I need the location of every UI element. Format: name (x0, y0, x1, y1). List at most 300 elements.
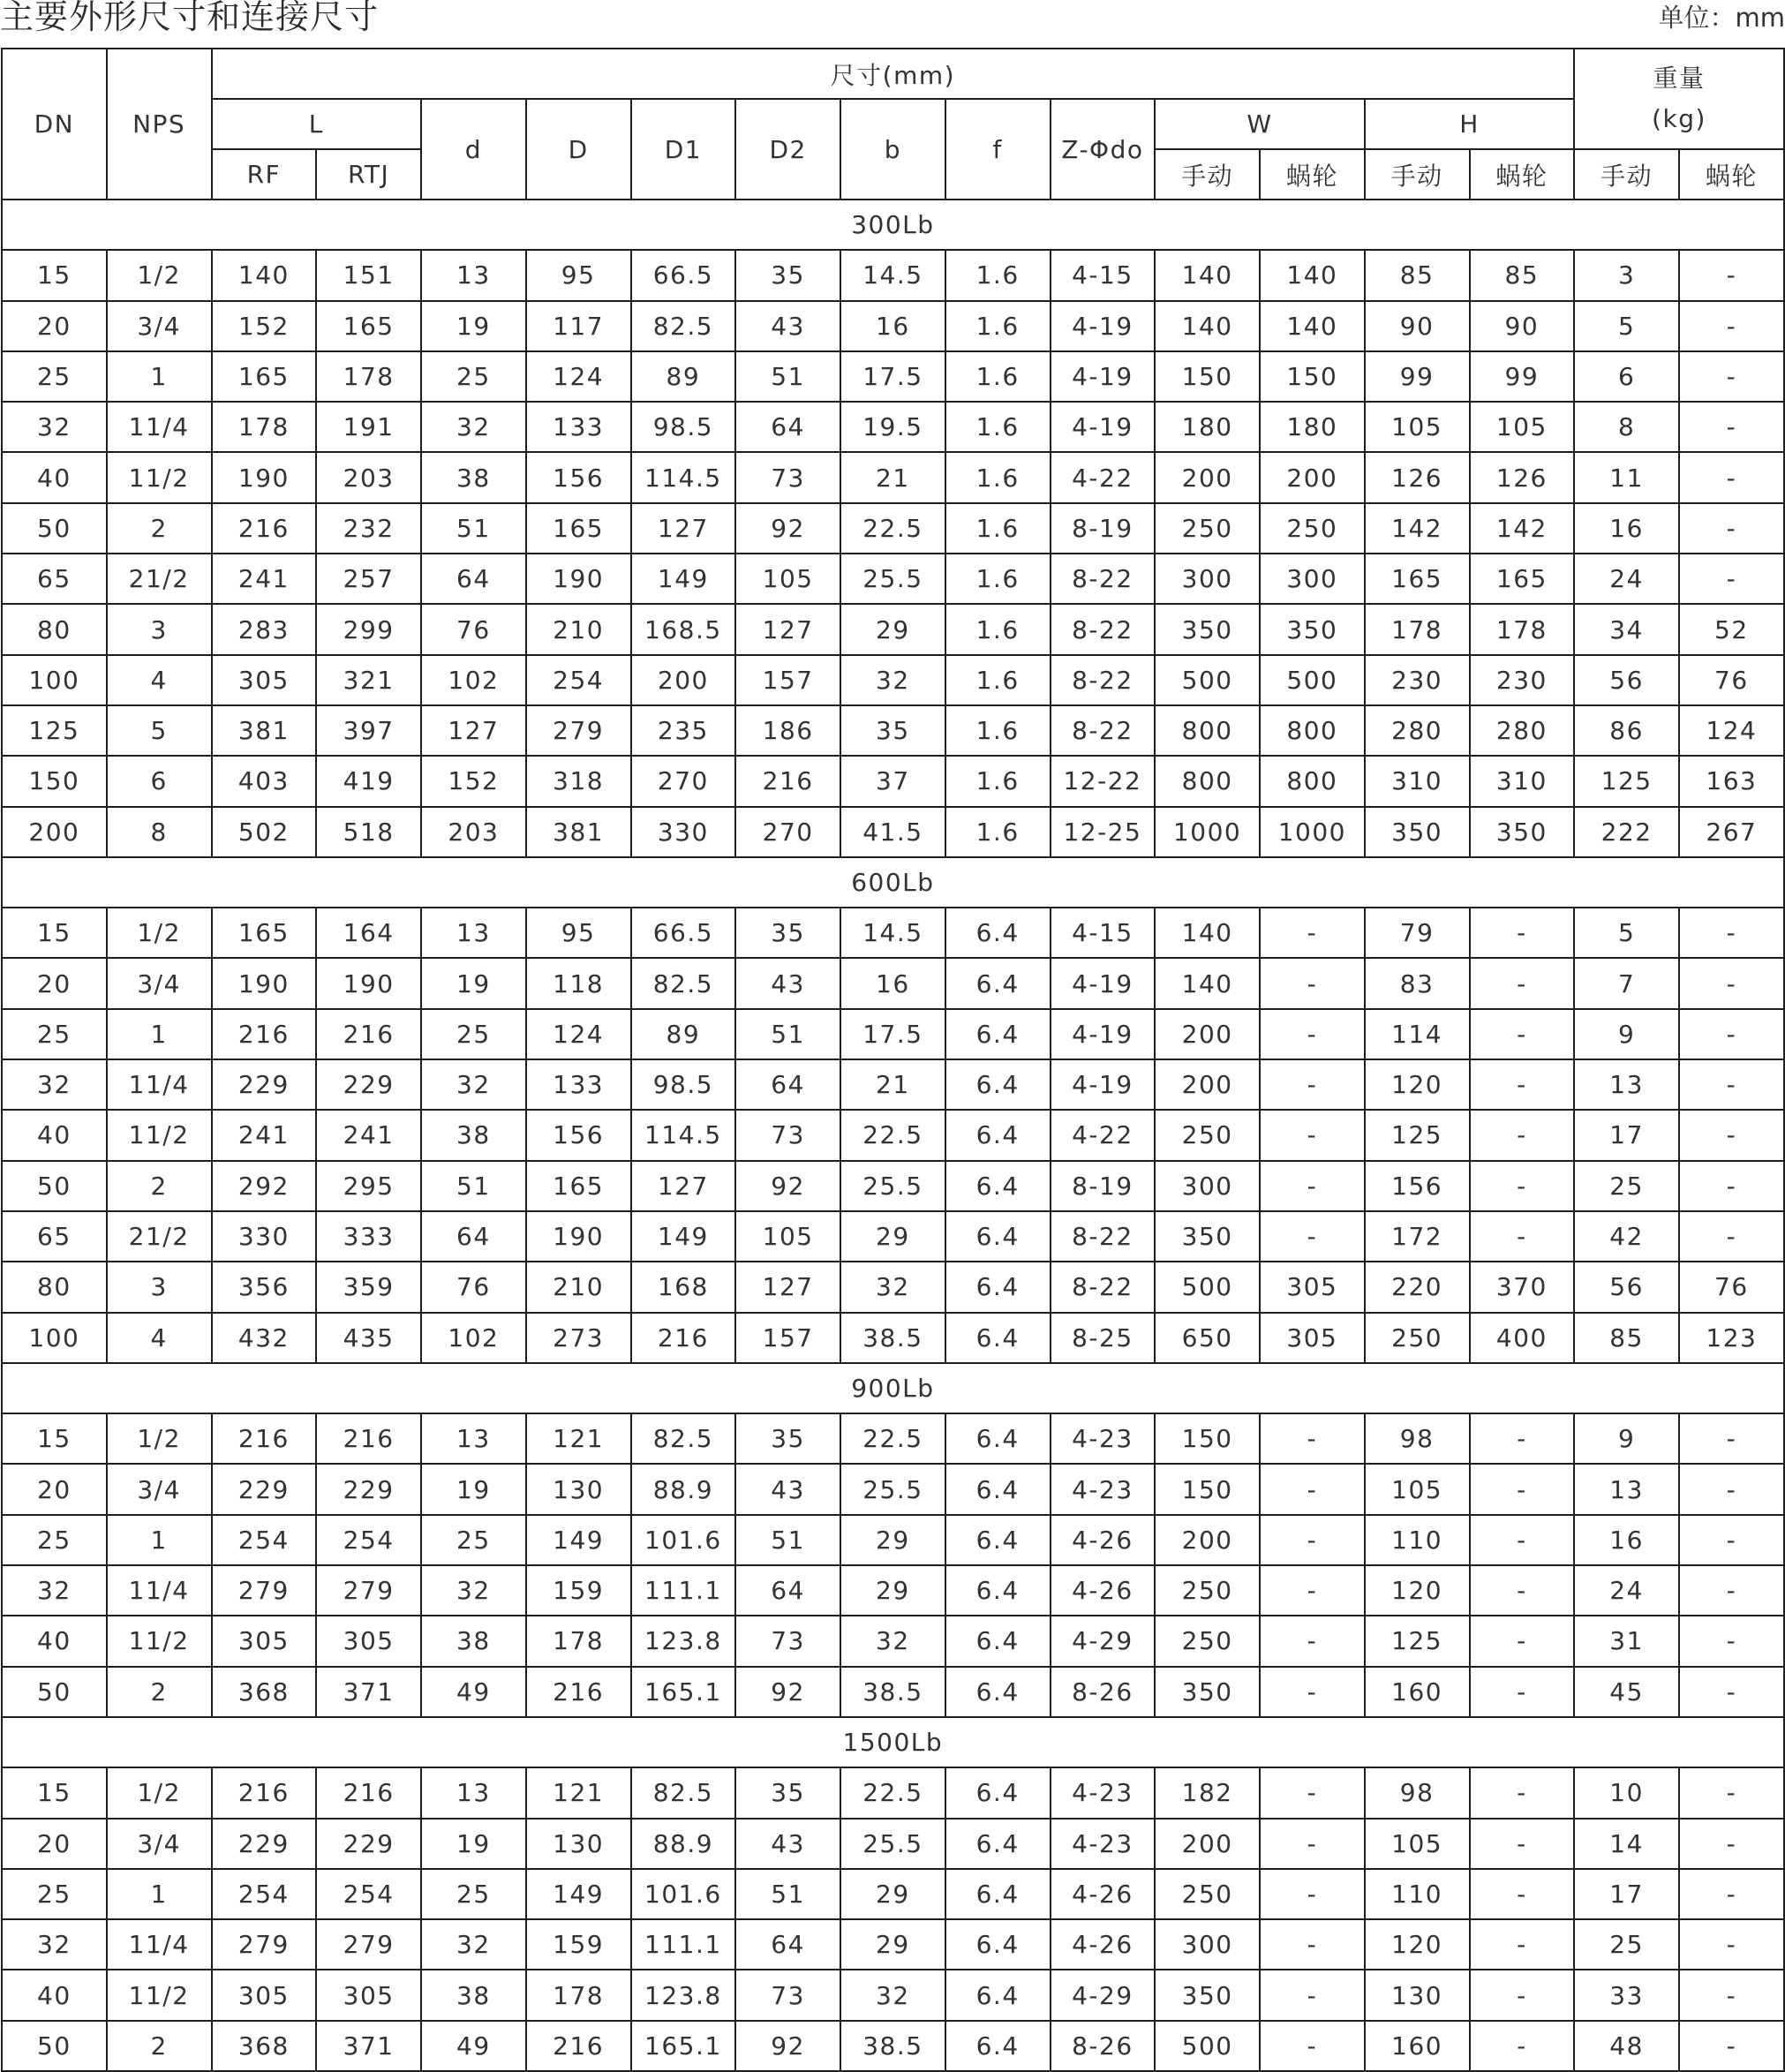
table-cell: - (1470, 1819, 1575, 1869)
table-cell: 99 (1365, 351, 1470, 402)
table-cell: - (1679, 402, 1784, 452)
table-row (2, 301, 1784, 351)
table-cell: 150 (1155, 1464, 1260, 1514)
table-cell: 1.6 (945, 807, 1051, 857)
table-cell: 41.5 (840, 807, 945, 857)
table-cell: 216 (316, 1009, 421, 1059)
table-cell: - (1679, 1919, 1784, 1970)
table-cell: 92 (735, 1667, 840, 1717)
table-cell: 280 (1470, 705, 1575, 756)
table-cell: 400 (1470, 1313, 1575, 1363)
table-cell: 165 (212, 908, 317, 958)
table-cell: 191 (316, 402, 421, 452)
table-cell: 190 (526, 554, 631, 604)
table-cell: 17 (1574, 1869, 1679, 1919)
table-cell: 124 (526, 1009, 631, 1059)
table-cell: 89 (631, 351, 736, 402)
table-cell: 140 (1155, 250, 1260, 300)
table-cell: 29 (840, 1869, 945, 1919)
table-cell: 25 (421, 1869, 526, 1919)
table-cell: 3/4 (107, 1819, 212, 1869)
table-row (2, 250, 1784, 300)
pressure-class-label: 900Lb (2, 1363, 1784, 1413)
table-cell: 83 (1365, 958, 1470, 1008)
table-cell: - (1679, 1819, 1784, 1869)
header-weight-worm-gear: 蜗轮 (1679, 149, 1784, 200)
table-cell: 305 (316, 1970, 421, 2020)
table-cell: 3/4 (107, 301, 212, 351)
table-cell: - (1260, 1059, 1365, 1110)
table-cell: 114.5 (631, 452, 736, 502)
table-row (2, 1767, 1784, 1818)
table-cell: 43 (735, 958, 840, 1008)
table-cell: 254 (316, 1515, 421, 1565)
table-cell: 6.4 (945, 1565, 1051, 1616)
table-cell: 15 (2, 1413, 107, 1464)
table-cell: 230 (1470, 655, 1575, 705)
table-cell: 121 (526, 1767, 631, 1818)
table-cell: 4 (107, 655, 212, 705)
table-cell: 1.6 (945, 250, 1051, 300)
table-cell: 250 (1260, 503, 1365, 554)
header-D2: D2 (735, 99, 840, 200)
table-cell: 6.4 (945, 908, 1051, 958)
table-cell: 125 (1365, 1110, 1470, 1160)
table-cell: - (1260, 1667, 1365, 1717)
table-cell: 123.8 (631, 1970, 736, 2020)
table-cell: 64 (421, 554, 526, 604)
table-cell: 250 (1155, 503, 1260, 554)
table-cell: 1 (107, 1869, 212, 1919)
table-cell: 38 (421, 452, 526, 502)
table-cell: - (1260, 1009, 1365, 1059)
table-cell: 110 (1365, 1869, 1470, 1919)
table-cell: 178 (316, 351, 421, 402)
table-cell: 6.4 (945, 1819, 1051, 1869)
table-cell: 4-29 (1051, 1970, 1156, 2020)
table-cell: 98.5 (631, 1059, 736, 1110)
table-cell: 229 (316, 1464, 421, 1514)
table-row (2, 807, 1784, 857)
table-cell: 800 (1155, 705, 1260, 756)
table-cell: 1.6 (945, 301, 1051, 351)
table-cell: 216 (212, 1767, 317, 1818)
table-cell: 6.4 (945, 1262, 1051, 1312)
table-cell: 182 (1155, 1767, 1260, 1818)
table-cell: - (1260, 1565, 1365, 1616)
table-cell: 16 (840, 301, 945, 351)
table-cell: 1.6 (945, 402, 1051, 452)
table-cell: 216 (631, 1313, 736, 1363)
table-cell: 56 (1574, 655, 1679, 705)
table-cell: 500 (1155, 2021, 1260, 2071)
table-cell: 300 (1155, 1161, 1260, 1211)
table-cell: 6 (1574, 351, 1679, 402)
table-cell: 1 (107, 351, 212, 402)
table-cell: 20 (2, 1819, 107, 1869)
table-cell: 500 (1260, 655, 1365, 705)
table-cell: 102 (421, 655, 526, 705)
table-cell: - (1470, 1970, 1575, 2020)
table-cell: 92 (735, 503, 840, 554)
table-cell: 127 (421, 705, 526, 756)
table-cell: 32 (421, 402, 526, 452)
table-cell: 149 (526, 1869, 631, 1919)
table-cell: 6.4 (945, 1110, 1051, 1160)
table-cell: - (1679, 503, 1784, 554)
table-cell: 3 (107, 604, 212, 654)
table-cell: 50 (2, 2021, 107, 2071)
table-row (2, 1616, 1784, 1666)
table-cell: 403 (212, 756, 317, 806)
table-cell: 250 (1155, 1869, 1260, 1919)
table-cell: 200 (1155, 1819, 1260, 1869)
table-cell: 49 (421, 1667, 526, 1717)
table-cell: 279 (212, 1919, 317, 1970)
table-cell: 172 (1365, 1211, 1470, 1262)
table-row (2, 1464, 1784, 1514)
table-cell: 2 (107, 503, 212, 554)
table-cell: 518 (316, 807, 421, 857)
table-cell: 35 (735, 1767, 840, 1818)
table-cell: 250 (1155, 1616, 1260, 1666)
table-cell: 292 (212, 1161, 317, 1211)
table-cell: - (1679, 351, 1784, 402)
table-cell: 64 (735, 1059, 840, 1110)
header-W: W (1155, 99, 1365, 149)
table-cell: 13 (1574, 1464, 1679, 1514)
table-cell: 14.5 (840, 908, 945, 958)
table-cell: 3/4 (107, 958, 212, 1008)
table-cell: 229 (316, 1059, 421, 1110)
table-cell: 76 (1679, 655, 1784, 705)
table-cell: 178 (1365, 604, 1470, 654)
table-cell: 12-22 (1051, 756, 1156, 806)
table-cell: 8 (107, 807, 212, 857)
table-cell: 86 (1574, 705, 1679, 756)
table-cell: - (1260, 1464, 1365, 1514)
table-cell: 25 (2, 351, 107, 402)
table-cell: 105 (735, 554, 840, 604)
table-cell: 1/2 (107, 908, 212, 958)
table-cell: 21 (840, 452, 945, 502)
table-cell: 92 (735, 2021, 840, 2071)
table-cell: 105 (1365, 1464, 1470, 1514)
table-cell: 21/2 (107, 1211, 212, 1262)
table-cell: 49 (421, 2021, 526, 2071)
table-cell: 6.4 (945, 958, 1051, 1008)
table-cell: 11/2 (107, 1110, 212, 1160)
table-row (2, 402, 1784, 452)
table-cell: 229 (212, 1464, 317, 1514)
table-cell: - (1260, 1919, 1365, 1970)
table-cell: 15 (2, 1767, 107, 1818)
table-cell: 35 (840, 705, 945, 756)
table-cell: - (1470, 1767, 1575, 1818)
table-cell: 4-19 (1051, 351, 1156, 402)
table-cell: 127 (631, 503, 736, 554)
table-cell: 65 (2, 1211, 107, 1262)
table-cell: 279 (212, 1565, 317, 1616)
table-cell: - (1679, 1413, 1784, 1464)
table-cell: 254 (212, 1869, 317, 1919)
table-row (2, 554, 1784, 604)
table-cell: 8-22 (1051, 655, 1156, 705)
table-cell: 42 (1574, 1211, 1679, 1262)
table-cell: 270 (735, 807, 840, 857)
table-row (2, 1819, 1784, 1869)
table-cell: 368 (212, 2021, 317, 2071)
table-cell: 101.6 (631, 1869, 736, 1919)
table-cell: - (1679, 1565, 1784, 1616)
table-cell: - (1260, 958, 1365, 1008)
table-row (2, 1009, 1784, 1059)
table-cell: 6.4 (945, 1464, 1051, 1514)
table-cell: 16 (1574, 1515, 1679, 1565)
table-cell: 216 (735, 756, 840, 806)
table-cell: 140 (1155, 301, 1260, 351)
table-row (2, 1919, 1784, 1970)
table-cell: 40 (2, 1616, 107, 1666)
table-cell: 6.4 (945, 1919, 1051, 1970)
table-cell: - (1470, 1565, 1575, 1616)
table-cell: 152 (421, 756, 526, 806)
table-cell: 1 (107, 1009, 212, 1059)
table-row (2, 908, 1784, 958)
table-cell: 419 (316, 756, 421, 806)
table-cell: 32 (840, 1970, 945, 2020)
table-cell: 180 (1155, 402, 1260, 452)
table-cell: 200 (1260, 452, 1365, 502)
table-cell: 310 (1365, 756, 1470, 806)
table-cell: 4-29 (1051, 1616, 1156, 1666)
table-cell: 17.5 (840, 1009, 945, 1059)
header-L: L (212, 99, 422, 149)
table-cell: 800 (1260, 705, 1365, 756)
table-cell: - (1260, 1161, 1365, 1211)
table-cell: 150 (1260, 351, 1365, 402)
table-cell: 32 (840, 655, 945, 705)
table-cell: 100 (2, 1313, 107, 1363)
table-cell: 157 (735, 655, 840, 705)
table-cell: - (1260, 1413, 1365, 1464)
pressure-class-label: 600Lb (2, 857, 1784, 908)
table-row (2, 705, 1784, 756)
table-cell: 283 (212, 604, 317, 654)
table-cell: 37 (840, 756, 945, 806)
table-cell: 19 (421, 958, 526, 1008)
table-cell: 7 (1574, 958, 1679, 1008)
table-cell: 160 (1365, 2021, 1470, 2071)
table-cell: 241 (212, 554, 317, 604)
table-cell: - (1679, 1464, 1784, 1514)
table-cell: 6.4 (945, 1616, 1051, 1666)
table-cell: 31 (1574, 1616, 1679, 1666)
table-cell: 130 (526, 1819, 631, 1869)
table-cell: 250 (1155, 1565, 1260, 1616)
table-cell: 178 (1470, 604, 1575, 654)
table-cell: 51 (735, 351, 840, 402)
table-cell: 124 (1679, 705, 1784, 756)
table-cell: 29 (840, 604, 945, 654)
table-row (2, 1515, 1784, 1565)
table-cell: 76 (421, 604, 526, 654)
table-cell: 25.5 (840, 1819, 945, 1869)
table-cell: 4-23 (1051, 1464, 1156, 1514)
table-cell: 150 (1155, 1413, 1260, 1464)
table-cell: 80 (2, 1262, 107, 1312)
table-cell: 216 (212, 1413, 317, 1464)
table-cell: - (1260, 1869, 1365, 1919)
table-cell: 1.6 (945, 705, 1051, 756)
table-cell: 16 (840, 958, 945, 1008)
table-cell: 142 (1365, 503, 1470, 554)
table-cell: 25 (1574, 1161, 1679, 1211)
table-cell: 8-22 (1051, 554, 1156, 604)
table-cell: 89 (631, 1009, 736, 1059)
table-cell: 51 (421, 1161, 526, 1211)
table-cell: 149 (526, 1515, 631, 1565)
table-cell: 25 (421, 351, 526, 402)
table-cell: 130 (1365, 1970, 1470, 2020)
table-cell: 1/2 (107, 250, 212, 300)
table-cell: - (1260, 908, 1365, 958)
table-cell: 2 (107, 2021, 212, 2071)
table-cell: 11/4 (107, 1565, 212, 1616)
table-cell: 1000 (1260, 807, 1365, 857)
table-cell: - (1470, 1413, 1575, 1464)
table-cell: 32 (421, 1919, 526, 1970)
table-cell: 79 (1365, 908, 1470, 958)
table-cell: 200 (1155, 1515, 1260, 1565)
table-cell: 250 (1155, 1110, 1260, 1160)
table-cell: 350 (1155, 604, 1260, 654)
table-cell: - (1470, 1667, 1575, 1717)
table-cell: 8-25 (1051, 1313, 1156, 1363)
table-cell: 8-19 (1051, 1161, 1156, 1211)
table-cell: - (1470, 1616, 1575, 1666)
header-f: f (945, 99, 1051, 200)
table-cell: 25 (1574, 1919, 1679, 1970)
table-cell: 9 (1574, 1009, 1679, 1059)
table-cell: 32 (840, 1616, 945, 1666)
table-cell: 371 (316, 2021, 421, 2071)
table-cell: 381 (212, 705, 317, 756)
table-cell: 35 (735, 908, 840, 958)
table-cell: 114.5 (631, 1110, 736, 1160)
table-cell: 165.1 (631, 1667, 736, 1717)
table-cell: 8-26 (1051, 2021, 1156, 2071)
table-cell: 38 (421, 1616, 526, 1666)
table-cell: 350 (1155, 1970, 1260, 2020)
table-cell: - (1679, 1869, 1784, 1919)
header-z-phi-do: Z-Φdo (1051, 99, 1156, 200)
page-title: 主要外形尺寸和连接尺寸 (0, 0, 379, 41)
table-cell: 20 (2, 958, 107, 1008)
table-cell: 14 (1574, 1819, 1679, 1869)
table-cell: 650 (1155, 1313, 1260, 1363)
table-cell: 350 (1365, 807, 1470, 857)
table-cell: 4-26 (1051, 1565, 1156, 1616)
table-cell: 235 (631, 705, 736, 756)
table-cell: 4-15 (1051, 250, 1156, 300)
table-cell: 140 (1260, 250, 1365, 300)
table-cell: 48 (1574, 2021, 1679, 2071)
table-cell: 200 (1155, 452, 1260, 502)
table-cell: 8 (1574, 402, 1679, 452)
table-cell: 160 (1365, 1667, 1470, 1717)
table-cell: 80 (2, 604, 107, 654)
table-cell: 124 (526, 351, 631, 402)
table-cell: 241 (212, 1110, 317, 1160)
table-cell: 82.5 (631, 1767, 736, 1818)
table-cell: - (1679, 554, 1784, 604)
table-cell: 1000 (1155, 807, 1260, 857)
table-cell: 222 (1574, 807, 1679, 857)
table-cell: 29 (840, 1565, 945, 1616)
table-cell: 156 (526, 1110, 631, 1160)
table-cell: 90 (1365, 301, 1470, 351)
table-cell: 40 (2, 1110, 107, 1160)
table-cell: 32 (840, 1262, 945, 1312)
table-cell: 90 (1470, 301, 1575, 351)
section-row (2, 1363, 1784, 1413)
table-cell: 6.4 (945, 1970, 1051, 2020)
table-cell: 800 (1155, 756, 1260, 806)
table-cell: 254 (526, 655, 631, 705)
header-d: d (421, 99, 526, 200)
table-cell: 216 (316, 1767, 421, 1818)
table-cell: 105 (1365, 402, 1470, 452)
table-cell: 232 (316, 503, 421, 554)
table-cell: - (1470, 1515, 1575, 1565)
table-cell: 82.5 (631, 301, 736, 351)
table-cell: 216 (316, 1413, 421, 1464)
table-cell: 66.5 (631, 908, 736, 958)
header-W-manual: 手动 (1155, 149, 1260, 200)
table-cell: 6.4 (945, 1211, 1051, 1262)
table-cell: - (1679, 1515, 1784, 1565)
table-cell: 371 (316, 1667, 421, 1717)
table-cell: 123.8 (631, 1616, 736, 1666)
table-row (2, 452, 1784, 502)
table-cell: 200 (1155, 1009, 1260, 1059)
table-cell: 350 (1470, 807, 1575, 857)
table-cell: 149 (631, 554, 736, 604)
table-cell: 279 (316, 1919, 421, 1970)
table-cell: 190 (316, 958, 421, 1008)
table-cell: - (1679, 452, 1784, 502)
table-cell: 6.4 (945, 1869, 1051, 1919)
table-cell: 45 (1574, 1667, 1679, 1717)
table-cell: 164 (316, 908, 421, 958)
table-row (2, 756, 1784, 806)
table-cell: 6.4 (945, 1667, 1051, 1717)
table-cell: 178 (212, 402, 317, 452)
header-dimensions: 尺寸(mm) (212, 49, 1575, 99)
table-cell: 350 (1155, 1211, 1260, 1262)
table-cell: 65 (2, 554, 107, 604)
table-cell: 200 (1155, 1059, 1260, 1110)
table-cell: 165 (526, 1161, 631, 1211)
table-cell: 11/4 (107, 1059, 212, 1110)
table-cell: 11/4 (107, 1919, 212, 1970)
table-cell: 165 (526, 503, 631, 554)
table-cell: 50 (2, 1161, 107, 1211)
table-cell: 305 (1260, 1262, 1365, 1312)
table-cell: 126 (1470, 452, 1575, 502)
table-cell: 4-19 (1051, 1059, 1156, 1110)
